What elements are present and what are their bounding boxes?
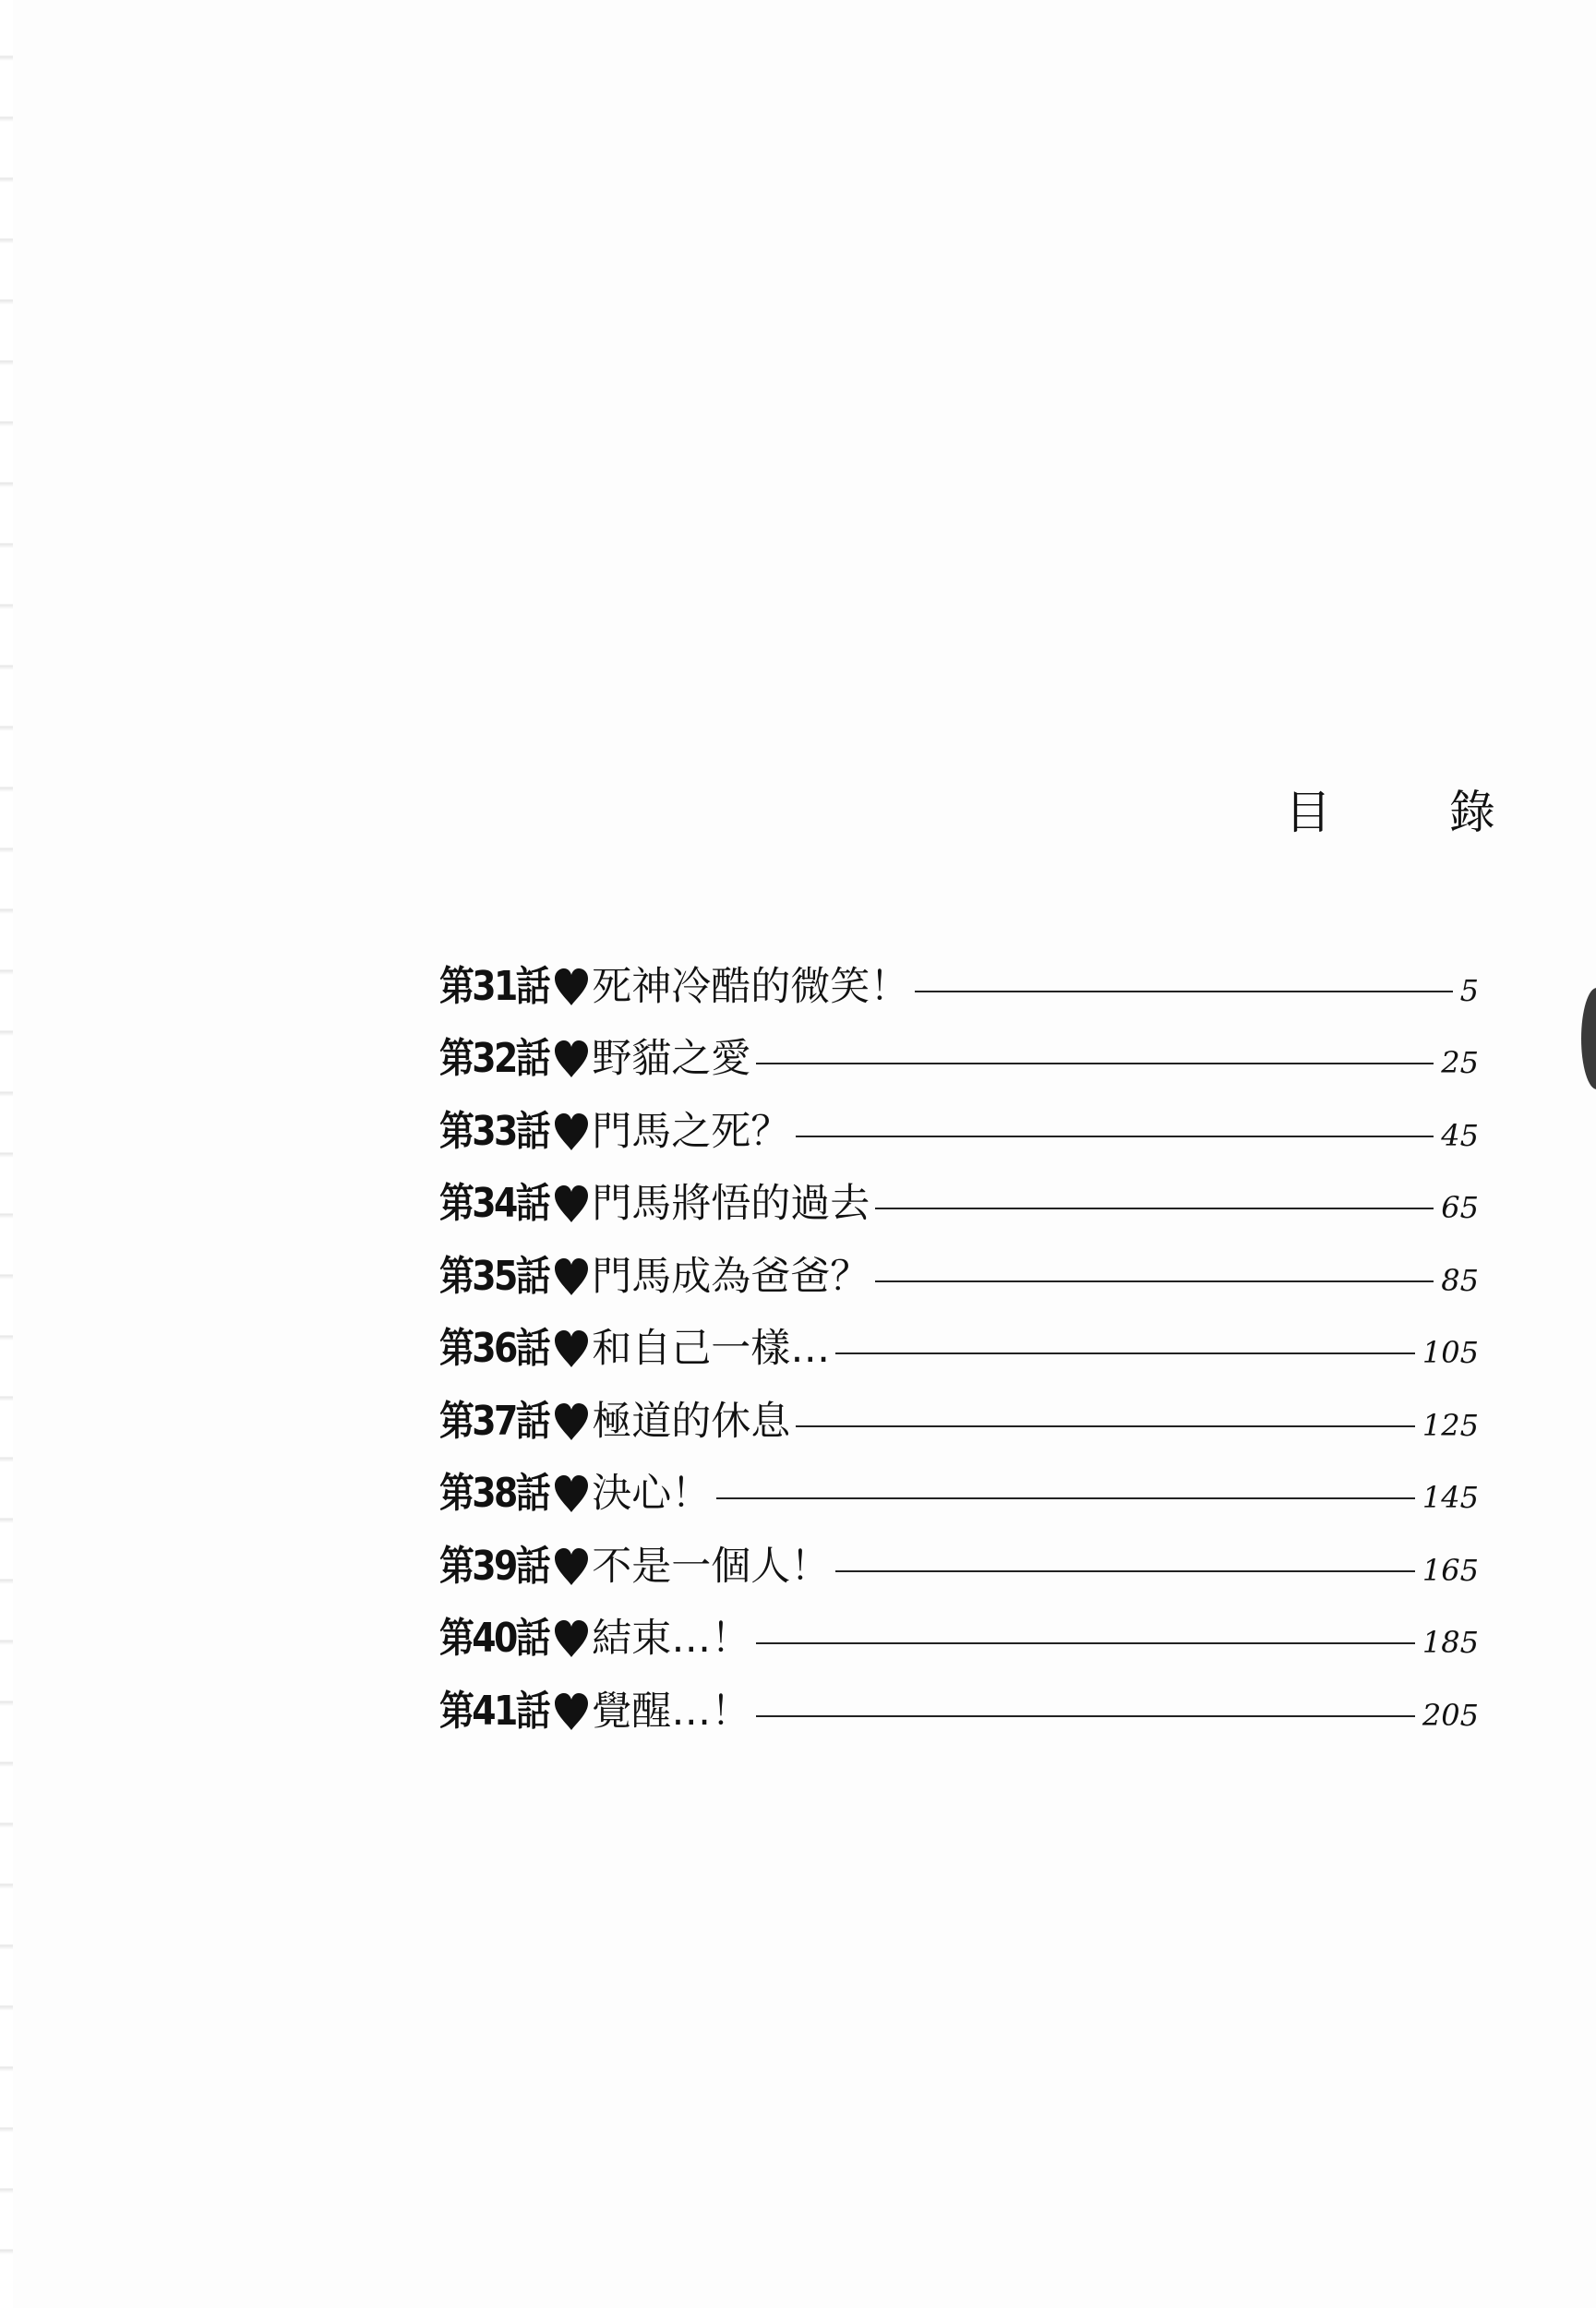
chapter-number: 第31話: [439, 962, 549, 1010]
heart-icon: [553, 1473, 590, 1514]
chapter-title: 決心！: [592, 1471, 712, 1517]
page-number: 85: [1441, 1262, 1479, 1298]
page-number: 185: [1422, 1625, 1479, 1660]
heart-icon: [553, 1328, 590, 1369]
heart-icon: [553, 1691, 590, 1732]
heart-icon: [553, 1039, 590, 1079]
leader-line: [756, 1063, 1434, 1064]
page-number: 45: [1441, 1117, 1479, 1153]
page-number: 145: [1422, 1480, 1479, 1515]
toc-entry: [439, 1369, 1479, 1445]
toc-entry: [439, 1659, 1479, 1735]
leader-line: [716, 1497, 1415, 1499]
chapter-number: 第38話: [439, 1470, 549, 1517]
toc-entry: [439, 1514, 1479, 1590]
toc-entry: [439, 1297, 1479, 1370]
chapter-title: 極道的休息: [592, 1398, 791, 1445]
heart-icon: [553, 1112, 590, 1152]
chapter-title: 和自己一樣…: [592, 1326, 831, 1372]
leader-line: [796, 1425, 1415, 1427]
chapter-number: 第36話: [439, 1325, 549, 1372]
chapter-number: 第35話: [439, 1252, 549, 1300]
chapter-title: 門馬將悟的過去: [592, 1181, 870, 1227]
page-number: 25: [1441, 1045, 1479, 1080]
toc-entry: [439, 1224, 1479, 1300]
leader-line: [915, 991, 1452, 992]
leader-line: [756, 1715, 1415, 1717]
toc-entry: [439, 1079, 1479, 1155]
toc-list: [439, 934, 1479, 1735]
toc-entry: [439, 1442, 1479, 1515]
toc-title: 目 錄: [1285, 786, 1547, 839]
page-number: 5: [1459, 972, 1479, 1008]
chapter-title: 結束…！: [592, 1616, 751, 1662]
chapter-title: 門馬成為爸爸？: [592, 1253, 870, 1300]
page-number: 165: [1422, 1552, 1479, 1588]
page-number: 105: [1422, 1335, 1479, 1370]
binding-edge: [0, 0, 13, 2308]
chapter-title: 野貓之愛: [592, 1036, 751, 1082]
toc-entry: [439, 934, 1479, 1010]
chapter-number: 第41話: [439, 1687, 549, 1735]
scan-smudge: [1581, 988, 1596, 1089]
chapter-number: 第34話: [439, 1180, 549, 1227]
leader-line: [796, 1136, 1434, 1137]
chapter-title: 不是一個人！: [592, 1543, 831, 1590]
chapter-number: 第40話: [439, 1615, 549, 1662]
toc-entry: [439, 1152, 1479, 1225]
leader-line: [875, 1280, 1434, 1282]
heart-icon: [553, 1256, 590, 1297]
toc-entry: [439, 1587, 1479, 1660]
heart-icon: [553, 1401, 590, 1442]
chapter-number: 第33話: [439, 1107, 549, 1155]
toc-entry: [439, 1007, 1479, 1080]
leader-line: [756, 1642, 1415, 1644]
leader-line: [835, 1352, 1415, 1354]
chapter-title: 門馬之死？: [592, 1108, 791, 1155]
page-number: 205: [1422, 1697, 1479, 1733]
leader-line: [875, 1208, 1434, 1209]
chapter-number: 第32話: [439, 1035, 549, 1082]
heart-icon: [553, 967, 590, 1007]
chapter-number: 第39話: [439, 1542, 549, 1590]
heart-icon: [553, 1618, 590, 1659]
leader-line: [835, 1570, 1415, 1572]
heart-icon: [553, 1184, 590, 1224]
page-number: 125: [1422, 1407, 1479, 1443]
chapter-title: 覺醒…！: [592, 1688, 751, 1735]
chapter-number: 第37話: [439, 1397, 549, 1445]
chapter-title: 死神冷酷的微笑！: [592, 963, 910, 1010]
page-number: 65: [1441, 1190, 1479, 1225]
heart-icon: [553, 1546, 590, 1587]
